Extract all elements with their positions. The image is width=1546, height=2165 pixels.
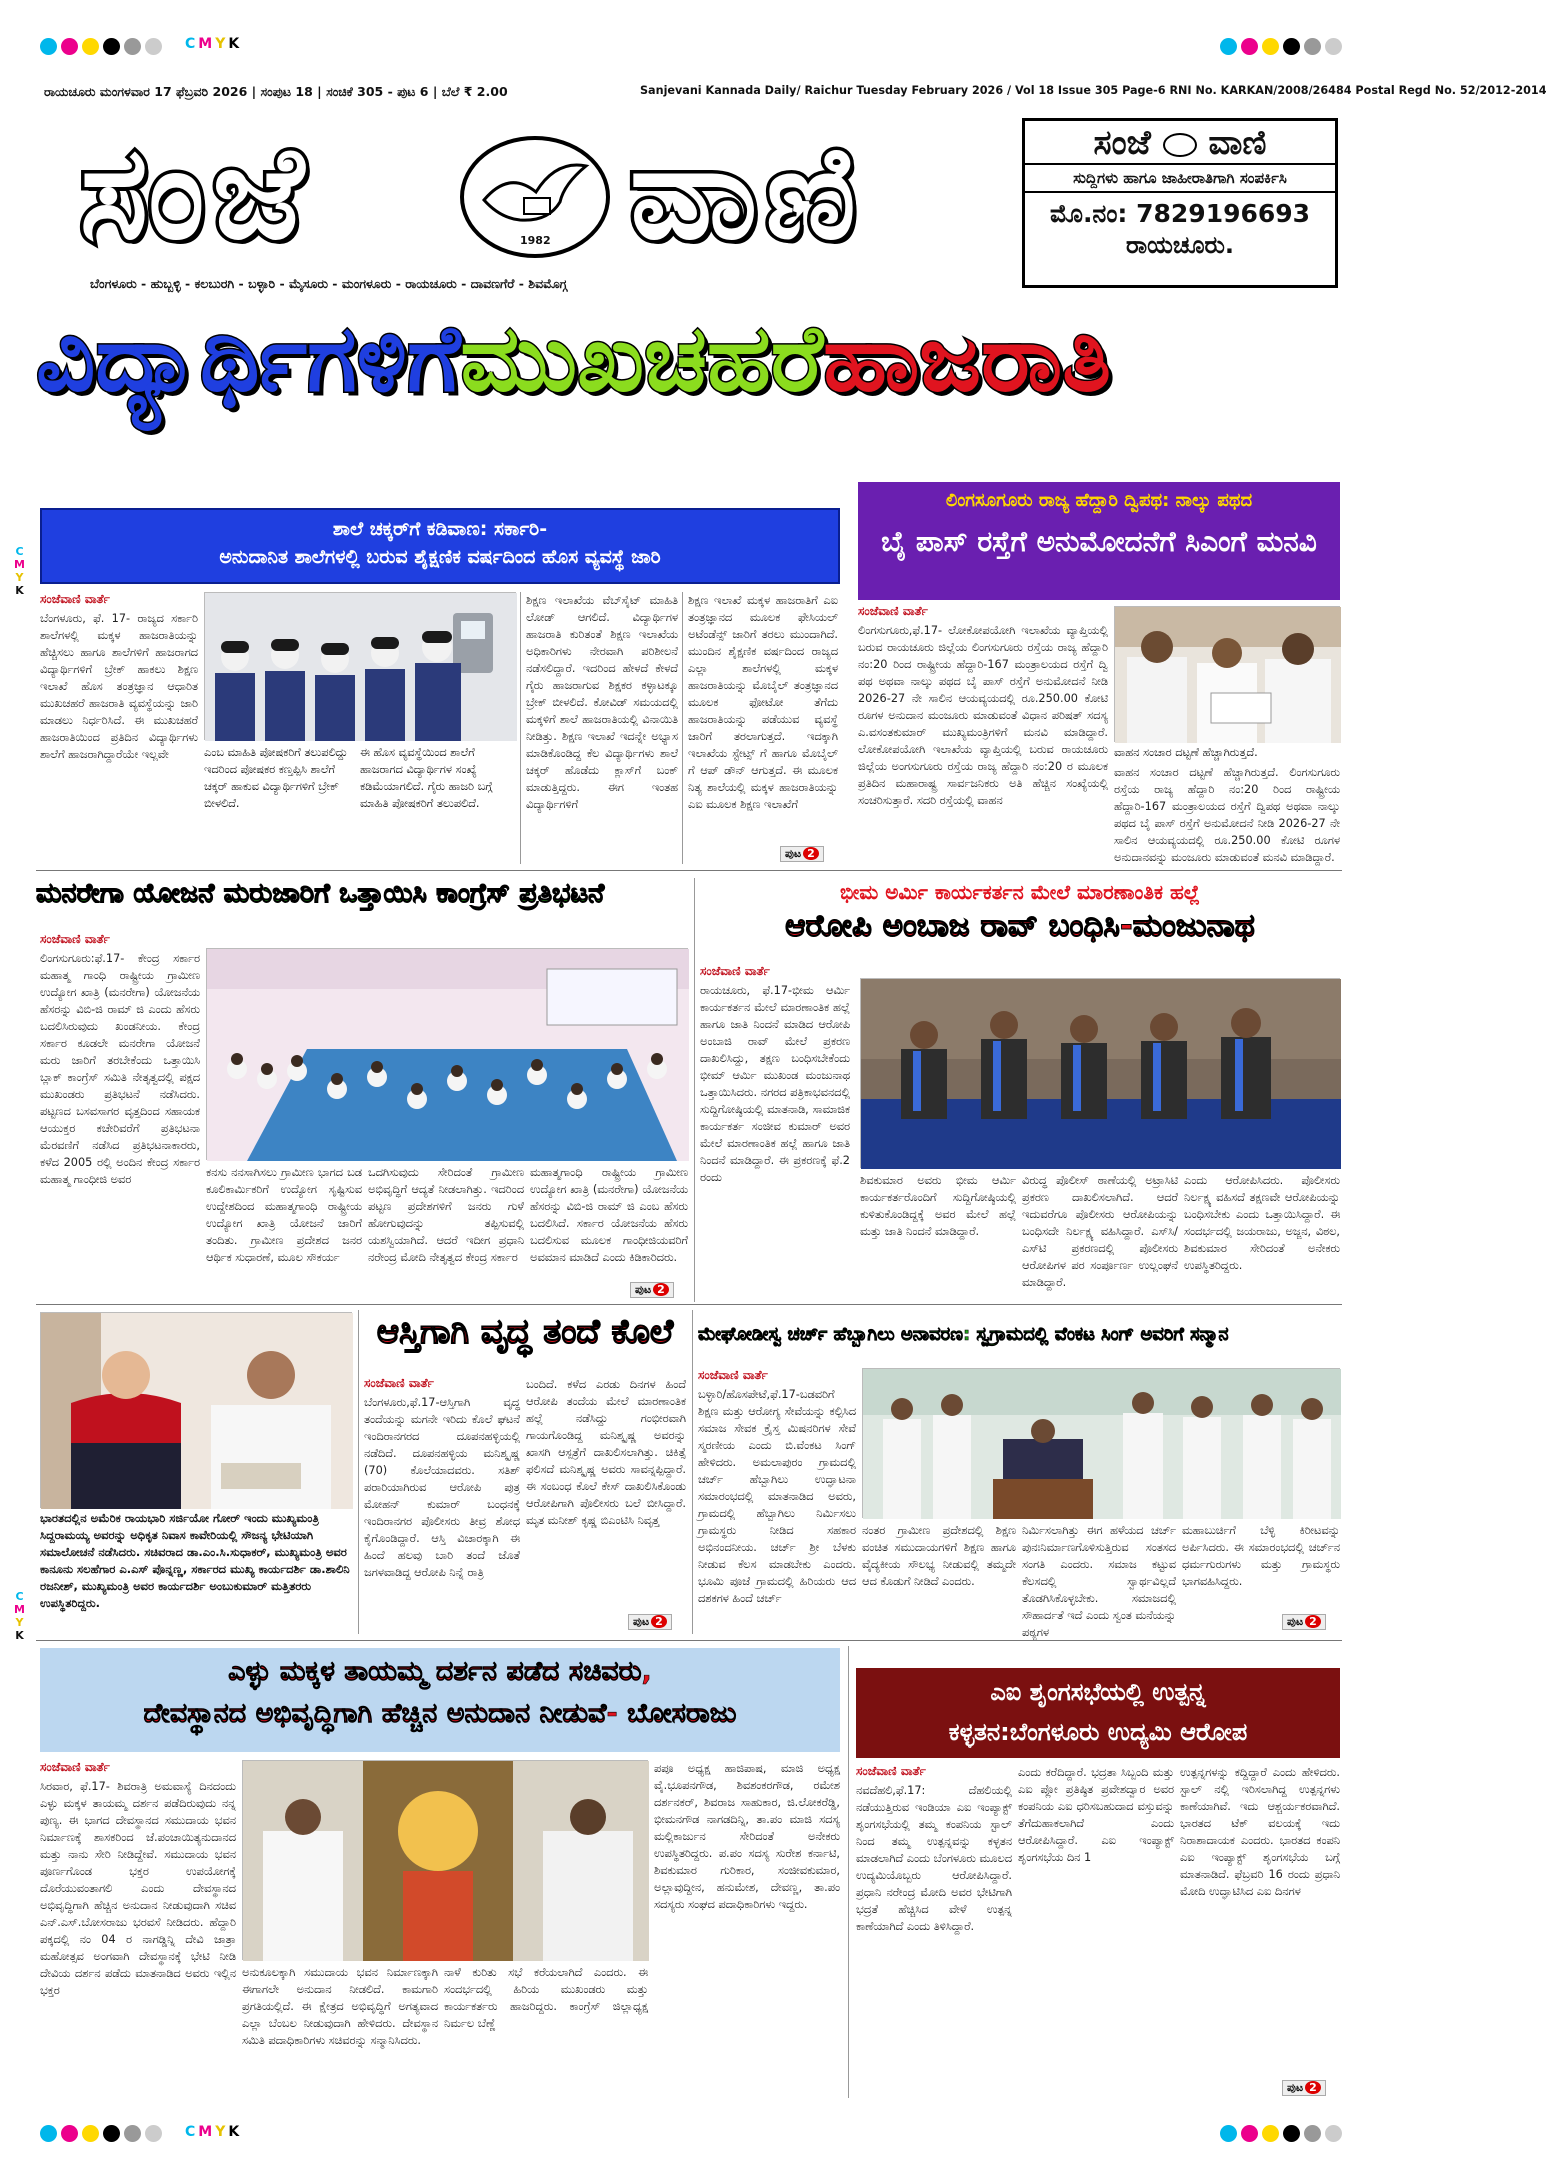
bhim-head-box [700, 880, 1340, 960]
bypass-photo-caption: ವಾಹನ ಸಂಚಾರ ದಟ್ಟಣೆ ಹೆಚ್ಚಾಗಿರುತ್ತದೆ. [1114, 746, 1258, 759]
ad-dove-icon [1163, 133, 1197, 157]
bypass-col-1: ಲಿಂಗಸುಗೂರು,ಫೆ.17- ಲೋಕೋಪಯೋಗಿ ಇಲಾಖೆಯ ವ್ಯಾಪ್ತಿಯಲ್ಲಿ ಬರುವ ರಾಯಚೂರು ಜಿಲ್ಲೆಯ ಲಿಂಗಸುಗೂರು ರಸ್ತೆಯ ರಾಜ್ಯ ಹೆದ್ದಾರಿ ನಂ:20 ರಿಂದ ರಾಷ್ಟ್ರೀಯ ಹೆದ್ದಾರಿ-167 ಮಂತ್ರಾಲಯದ ರಸ್ತೆಗೆ ದ್ವಿ ಪಥ ಅಥವಾ ನಾಲ್ಕು ಪಥದ ಬೈ ಪಾಸ್ ರಸ್ತೆಗೆ ಅನುಮೋದನೆ ನೀಡಿ 2026-27 ನೇ ಸಾಲಿನ ಆಯವ್ಯಯದಲ್ಲಿ ರೂ.250.00 ಕೋಟಿ ರೂಗಳ ಅನುದಾನ ಮಂಜೂರು ಮಾಡುವಂತೆ ವಿಧಾನ ಪರಿಷತ್ ಸದಸ್ಯ ಎ.ವಸಂತಕುಮಾರ್ ಮುಖ್ಯಮಂತ್ರಿಗಳಿಗೆ ಮನವಿ ಮಾಡಿದ್ದಾರೆ. ಲೋಕೋಪಯೋಗಿ ಇಲಾಖೆಯ ವ್ಯಾಪ್ತಿಯಲ್ಲಿ ಬರುವ ರಾಯಚೂರು ಜಿಲ್ಲೆಯ ಅಂಗಸುಗೂರು ರಸ್ತೆಯ ರಾಜ್ಯ ಹೆದ್ದಾರಿ ನಂ:20 ರ ಮೂಲಕ ಪ್ರತಿದಿನ ಮಹಾರಾಷ್ಟ್ರ ಸಾರ್ವಜನಿಕರು ಅತಿ ಹೆಚ್ಚಿನ ಸಂಖ್ಯೆಯಲ್ಲಿ ಸಂಚರಿಸುತ್ತಾರೆ. ಸದರಿ ರಸ್ತೆಯಲ್ಲಿ ವಾಹನ [858, 624, 1108, 807]
lead-col-1: ಬೆಂಗಳೂರು, ಫೆ. 17- ರಾಜ್ಯದ ಸರ್ಕಾರಿ ಶಾಲೆಗಳಲ್ಲಿ ಮಕ್ಕಳ ಹಾಜರಾತಿಯನ್ನು ಹೆಚ್ಚಿಸಲು ಹಾಗೂ ಶಾಲೆಗಳಿಗೆ ಹಾಜರಾಗದ ವಿದ್ಯಾರ್ಥಿಗಳಿಗೆ ಬ್ರೇಕ್ ಹಾಕಲು ಶಿಕ್ಷಣ ಇಲಾಖೆ ಹೊಸ ತಂತ್ರಜ್ಞಾನ ಆಧಾರಿತ ಮುಖಚಹರೆ ಹಾಜರಾತಿ ವ್ಯವಸ್ಥೆಯನ್ನು ಜಾರಿ ಮಾಡಲು ನಿರ್ಧರಿಸಿದೆ. ಈ ಮುಖಚಹರೆ ಹಾಜರಾತಿಯಿಂದ ಪ್ರತಿದಿನ ವಿದ್ಯಾರ್ಥಿಗಳು ಶಾಲೆಗೆ ಹಾಜರಾಗಿದ್ದಾರೆಯೇ ಇಲ್ಲವೇ [40, 612, 198, 761]
bose-byline: ಸಂಜೆವಾಣಿ ವಾರ್ತೆ [40, 1760, 110, 1774]
asti-head-box [364, 1312, 686, 1370]
nrega-photo [206, 948, 688, 1160]
section-rule-3 [36, 1640, 1342, 1641]
ai-col-1: ನವದೆಹಲಿ,ಫೆ.17: ದೆಹಲಿಯಲ್ಲಿ ನಡೆಯುತ್ತಿರುವ ಇಂಡಿಯಾ ಎಐ ಇಂಪ್ಯಾಕ್ಟ್ ಶೃಂಗಸಭೆಯಲ್ಲಿ ತಮ್ಮ ಕಂಪನಿಯ ಸ್ಟಾಲ್ ನಿಂದ ತಮ್ಮ ಉತ್ಪನ್ನವನ್ನು ಕಳ್ಳತನ ಮಾಡಲಾಗಿದೆ ಎಂದು ಬೆಂಗಳೂರು ಮೂಲದ ಉದ್ಯಮಿಯೊಬ್ಬರು ಆರೋಪಿಸಿದ್ದಾರೆ. ಪ್ರಧಾನಿ ನರೇಂದ್ರ ಮೋದಿ ಅವರ ಭೇಟಿಗಾಗಿ ಭದ್ರತೆ ಹೆಚ್ಚಿಸಿದ ವೇಳೆ ಉತ್ಪನ್ನ ಕಾಣೆಯಾಗಿದೆ ಎಂದು ತಿಳಿಸಿದ್ದಾರೆ. [856, 1784, 1012, 1933]
ai-kicker: ಎಐ ಶೃಂಗಸಭೆಯಲ್ಲಿ ಉತ್ಪನ್ನ [990, 1678, 1206, 1706]
cmyk-label-bottom: CMYK [185, 2124, 243, 2140]
nrega-byline: ಸಂಜೆವಾಣಿ ವಾರ್ತೆ [40, 932, 110, 946]
lead-deck-line1: ಶಾಲೆ ಚಕ್ಕರ್‌ಗೆ ಕಡಿವಾಣ: ಸರ್ಕಾರಿ- [332, 518, 548, 540]
ai-continued: ಪುಟ 2 [1282, 2080, 1326, 2096]
cm-meeting-photo [40, 1312, 352, 1508]
bhim-kicker: ಭೀಮ ಅರ್ಮಿ ಕಾರ್ಯಕರ್ತನ ಮೇಲೆ ಮಾರಣಾಂತಿಕ ಹಲ್ಲೆ [840, 880, 1200, 904]
bose-col-4: ಪಪೂ ಅಧ್ಯಕ್ಷ ಹಾಜಿಪಾಷ, ಮಾಜಿ ಅಧ್ಯಕ್ಷ ವೈ.ಭೂಪನಗೌಡ, ಶಿವಶಂಕರಗೌಡ, ರಮೇಶ ದರ್ಶನಕರ್, ಶಿವರಾಜ ಸಾಹುಕಾರ, ಜಿ.ಲೋಕರೆಡ್ಡಿ, ಭೀಮನಗೌಡ ನಾಗಡದಿನ್ನಿ, ತಾ.ಪಂ ಮಾಜಿ ಸದಸ್ಯ ಮಲ್ಲಿಕಾರ್ಜುನ ಸೇರಿದಂತೆ ಅನೇಕರು ಉಪಸ್ಥಿತರಿದ್ದರು. ಪ.ಪಂ ಸದಸ್ಯ ಸುರೇಶ ಕರ್ನಾಟಿ, ಶಿವಕುಮಾರ ಗುರಿಕಾರ, ಸಂಜೀವಕುಮಾರ, ಅಲ್ಲಾವುದ್ದೀನ, ಹನುಮೇಶ, ದೇವಣ್ಣ, ತಾ.ಪಂ ಸದಸ್ಯರು ಸಂಘದ ಪದಾಧಿಕಾರಿಗಳು ಇದ್ದರು. [654, 1762, 840, 1911]
church-continued: ಪುಟ 2 [1282, 1614, 1326, 1630]
bhim-byline: ಸಂಜೆವಾಣಿ ವಾರ್ತೆ [700, 964, 770, 978]
bhim-col-3: ವಿರುದ್ಧ ಪೊಲೀಸ್ ಠಾಣೆಯಲ್ಲಿ ಅಟ್ರಾಸಿಟಿ ಪ್ರಕರಣ ದಾಖಲಿಸಲಾಗಿದೆ. ಆದರೆ ಇದುವರೆಗೂ ಪೊಲೀಸರು ಆರೋಪಿಯನ್ನು ಬಂಧಿಸದೇ ನಿರ್ಲಕ್ಷ್ಯ ವಹಿಸಿದ್ದಾರೆ. ಎಸ್‌ಸಿ/ಎಸ್‌ಟಿ ಪ್ರಕರಣದಲ್ಲಿ ಪೊಲೀಸರು ಆರೋಪಿಗಳ ಪರ ಸಂರ್ಪೂರ್ಣ ಉಲ್ಲಂಘನೆ ಮಾಡಿದ್ದಾರೆ. [1022, 1174, 1178, 1289]
registration-marks-bottom-left [40, 2125, 162, 2142]
church-headline: ಮೇಘೋಡೀಸ್ವ ಚರ್ಚ್ ಹೆಬ್ಬಾಗಿಲು ಅನಾವರಣ: ಸ್ವಗ್ರಾಮದಲ್ಲಿ ವೆಂಕಟ ಸಿಂಗ್ ಅವರಿಗೆ ಸನ್ಮಾನ [698, 1324, 1229, 1345]
ai-col-2: ಎಂದು ಕರೆದಿದ್ದಾರೆ. ಭದ್ರತಾ ಸಿಬ್ಬಂದಿ ಮತ್ತು ಎಐ ಪ್ಲೋ ಪ್ರತಿಷ್ಠಿತ ಪ್ರವೇಶದ್ವಾರ ಅವರ ಕಂಪನಿಯ ಎಐ ಧರಿಸಬಹುದಾದ ವಸ್ತುವನ್ನು ತೆಗೆದುಹಾಕಲಾಗಿದೆ ಎಂದು ಆರೋಪಿಸಿದ್ದಾರೆ. ಎಐ ಇಂಪ್ಯಾಕ್ಟ್ ಶೃಂಗಸಭೆಯ ದಿನ 1 [1018, 1766, 1174, 1864]
ad-logo-right: ವಾಣಿ [1208, 123, 1267, 163]
side-cmyk-1: C M Y K [14, 545, 25, 597]
nrega-col-3: ಒದಗಿಸುವುದು ಸೇರಿದಂತೆ ಗ್ರಾಮೀಣ ಅಭಿವೃದ್ಧಿಗೆ ಆದ್ಯತೆ ನೀಡಲಾಗಿತ್ತು. ಇದರಿಂದ ಪಟ್ಟಣ ಪ್ರದೇಶಗಳಿಗೆ ಜನರು ಗುಳೆ ಹೋಗುವುದನ್ನು ತಪ್ಪಿಸುವಲ್ಲಿ ಯಶಸ್ವಿಯಾಗಿದೆ. ಆದರೆ ಇದೀಗ ಪ್ರಧಾನಿ ನರೇಂದ್ರ ಮೋದಿ ನೇತೃತ್ವದ ಕೇಂದ್ರ ಸರ್ಕಾರ [368, 1166, 524, 1264]
cm-meeting-caption: ಭಾರತದಲ್ಲಿನ ಅಮೆರಿಕ ರಾಯಭಾರಿ ಸರ್ಜಿಯೋ ಗೋರ್ ಇಂದು ಮುಖ್ಯಮಂತ್ರಿ ಸಿದ್ದರಾಮಯ್ಯ ಅವರನ್ನು ಅಧಿಕೃತ ನಿವಾಸ ಕಾವೇರಿಯಲ್ಲಿ ಸೌಜನ್ಯ ಭೇಟಿಯಾಗಿ ಸಮಾಲೋಚನೆ ನಡೆಸಿದರು. ಸಚಿವರಾದ ಡಾ.ಎಂ.ಸಿ.ಸುಧಾಕರ್, ಮುಖ್ಯಮಂತ್ರಿ ಅವರ ಕಾನೂನು ಸಲಹೆಗಾರ ಎ.ಎಸ್ ಪೊನ್ನಣ್ಣ, ಸರ್ಕಾರದ ಮುಖ್ಯ ಕಾರ್ಯದರ್ಶಿ ಡಾ.ಶಾಲಿನಿ ರಜನೀಶ್, ಮುಖ್ಯಮಂತ್ರಿ ಅವರ ಕಾರ್ಯದರ್ಶಿ ಅಂಬುಕುಮಾರ್ ಮತ್ತಿತರರು ಉಪಸ್ಥಿತರಿದ್ದರು. [40, 1511, 350, 1610]
lead-byline: ಸಂಜೆವಾಣಿ ವಾರ್ತೆ [40, 592, 110, 606]
bypass-headline: ಬೈ ಪಾಸ್ ರಸ್ತೆಗೆ ಅನುಮೋದನೆಗೆ ಸಿಎಂಗೆ ಮನವಿ [881, 525, 1317, 558]
ai-head-box [856, 1668, 1340, 1758]
bose-head-box [40, 1648, 840, 1752]
bypass-head-box [858, 482, 1340, 600]
ad-line1: ಸುದ್ದಿಗಳು ಹಾಗೂ ಜಾಹೀರಾತಿಗಾಗಿ ಸಂಪರ್ಕಿಸಿ [1025, 163, 1335, 193]
lead-col-3: ಶಿಕ್ಷಣ ಇಲಾಖೆ ಮಕ್ಕಳ ಹಾಜರಾತಿಗೆ ಎಐ ತಂತ್ರಜ್ಞಾನದ ಮೂಲಕ ಫೇಸಿಯಲ್ ಅಟೆಂಡೆನ್ಸ್ ಜಾರಿಗೆ ತರಲು ಮುಂದಾಗಿದೆ. ಮುಂದಿನ ಶೈಕ್ಷಣಿಕ ವರ್ಷದಿಂದ ರಾಜ್ಯದ ಎಲ್ಲಾ ಶಾಲೆಗಳಲ್ಲಿ ಮಕ್ಕಳ ಹಾಜರಾತಿಯನ್ನು ಮೊಬೈಲ್ ತಂತ್ರಜ್ಞಾನದ ಮೂಲಕ ಫೋಟೋ ತೆಗೆದು ಹಾಜರಾತಿಯನ್ನು ಪಡೆಯುವ ವ್ಯವಸ್ಥೆ ಜಾರಿಗೆ ತರಲಾಗುತ್ತದೆ. ಇದಕ್ಕಾಗಿ ಇಲಾಖೆಯ ಸ್ಟೇಟ್ಸ್ ಗೆ ಹಾಗೂ ಮೊಬೈಲ್ ಗೆ ಆಪ್ ಡೌನ್ ಆಗುತ್ತದೆ. ಈ ಮೂಲಕ ನಿತ್ಯ ಶಾಲೆಯಲ್ಲಿ ಮಕ್ಕಳ ಹಾಜರಾತಿಯನ್ನು ಎಐ ಮೂಲಕ ಶಿಕ್ಷಣ ಇಲಾಖೆಗೆ [688, 594, 838, 811]
nrega-headline: ಮನರೇಗಾ ಯೋಜನೆ ಮರುಜಾರಿಗೆ ಒತ್ತಾಯಿಸಿ ಕಾಂಗ್ರೆಸ್ ಪ್ರತಿಭಟನೆ [36, 878, 605, 909]
asti-headline: ಆಸ್ತಿಗಾಗಿ ವೃದ್ಧ ತಂದೆ ಕೊಲೆ [376, 1312, 674, 1352]
ad-phone: ಮೊ.ನಂ: 7829196693 [1049, 199, 1311, 228]
nrega-head-box [36, 878, 688, 924]
contact-ad [1022, 118, 1338, 288]
bose-col-2: ಅನುಕೂಲಕ್ಕಾಗಿ ಸಮುದಾಯ ಭವನ ನಿರ್ಮಾಣಕ್ಕಾಗಿ ಈಗಾಗಲೇ ಅನುದಾನ ನೀಡಲಿದೆ. ಕಾಮಗಾರಿ ಪ್ರಗತಿಯಲ್ಲಿದೆ. ಈ ಕ್ಷೇತ್ರದ ಅಭಿವೃದ್ಧಿಗೆ ಅಗತ್ಯವಾದ ಎಲ್ಲಾ ಬೆಂಬಲ ನೀಡುವುದಾಗಿ ಹೇಳಿದರು. ದೇವಸ್ಥಾನ ಸಮಿತಿ ಪದಾಧಿಕಾರಿಗಳು ಸಚಿವರನ್ನು ಸನ್ಮಾನಿಸಿದರು. [242, 1966, 438, 2047]
bose-col-1: ಸಿರವಾರ, ಫೆ.17- ಶಿವರಾತ್ರಿ ಅಮವಾಸ್ಯೆ ದಿನದಂದು ಎಳ್ಳು ಮಕ್ಕಳ ತಾಯಮ್ಮ ದರ್ಶನ ಪಡೆದಿರುವುದು ನನ್ನ ಪುಣ್ಯ. ಈ ಭಾಗದ ದೇವಸ್ಥಾನದ ಸಮುದಾಯ ಭವನ ನಿರ್ಮಾಣಕ್ಕೆ ಶಾಸಕರಿಂದ ಜೆ.ಪಂಚಾಯಿತ್ಯನುದಾನದ ಮತ್ತು ನಾನು ಸೇರಿ ನೀಡಿದ್ದೇವೆ. ಸಮುದಾಯ ಭವನ ಪೂರ್ಣಗೊಂಡ ಭಕ್ತರ ಉಪಯೋಗಕ್ಕೆ ದೊರೆಯುವಂತಾಗಲಿ ಎಂದು ದೇವಸ್ಥಾನದ ಅಭಿವೃದ್ಧಿಗಾಗಿ ಹೆಚ್ಚಿನ ಅನುದಾನ ನೀಡುವುದಾಗಿ ಸಚಿವ ಎನ್.ಎಸ್.ಬೋಸರಾಜು ಭರವಸೆ ನೀಡಿದರು. ಹೆದ್ದಾರಿ ಪಕ್ಕದಲ್ಲಿ ನಂ 04 ರ ನಾಗಡ್ಡಿನ್ನಿ ದೇವಿ ಜಾತ್ರಾ ಮಹೋತ್ಸವ ಅಂಗವಾಗಿ ದೇವಸ್ಥಾನಕ್ಕೆ ಭೇಟಿ ನೀಡಿ ದೇವಿಯ ದರ್ಶನ ಪಡೆದು ಮಾತನಾಡಿದ ಅವರು ಇಲ್ಲಿನ ಭಕ್ತರ [40, 1780, 236, 1997]
lead-continued: ಪುಟ 2 [780, 846, 824, 862]
logo-year: 1982 [520, 234, 551, 247]
dateline-kannada: ರಾಯಚೂರು ಮಂಗಳವಾರ 17 ಫೆಬ್ರವರಿ 2026 | ಸಂಪುಟ 18 | ಸಂಚಿಕೆ 305 - ಪುಟ 6 | ಬೆಲೆ ₹ 2.00 [44, 84, 508, 99]
banner-word-3: ಹಾಜರಾತಿ [823, 305, 1112, 412]
mid-rule-1 [694, 878, 695, 1302]
dove-logo [460, 136, 610, 258]
church-col-4: ಮಹಾಬುರ್ಚಿಗೆ ಬೆಳ್ಳಿ ಕಿರೀಟವನ್ನು ಅರ್ಪಿಸಿದರು. ಈ ಸಮಾರಂಭದಲ್ಲಿ ಚರ್ಚ್‌ನ ಧರ್ಮಗುರುಗಳು ಮತ್ತು ಗ್ರಾಮಸ್ಥರು ಭಾಗವಹಿಸಿದ್ದರು. [1182, 1524, 1340, 1588]
ad-logo-left: ಸಂಜೆ [1093, 123, 1151, 163]
ai-headline: ಕಳ್ಳತನ:ಬೆಂಗಳೂರು ಉದ್ಯಮಿ ಆರೋಪ [948, 1718, 1248, 1746]
masthead-part2: ವಾಣಿ [630, 118, 864, 268]
lead-photo-caption2: ಈ ಹೊಸ ವ್ಯವಸ್ಥೆಯಿಂದ ಶಾಲೆಗೆ ಹಾಜರಾಗದ ವಿದ್ಯಾರ್ಥಿಗಳ ಸಂಖ್ಯೆ ಕಡಿಮೆಯಾಗಲಿದೆ. ಗೈರು ಹಾಜರಿ ಬಗ್ಗೆ ಮಾಹಿತಿ ಪೋಷಕರಿಗೆ ತಲುಪಲಿದೆ. [360, 746, 493, 810]
bhim-photo [860, 978, 1340, 1168]
registration-marks-top-left [40, 38, 162, 55]
bose-photo [242, 1760, 648, 1960]
asti-col-1: ಬೆಂಗಳೂರು,ಫೆ.17-ಆಸ್ತಿಗಾಗಿ ವೃದ್ಧ ತಂದೆಯನ್ನು ಮಗನೇ ಇರಿದು ಕೊಲೆ ಘಟನೆ ಇಂದಿರಾನಗರದ ದೂಪನಹಳ್ಳಿಯಲ್ಲಿ ನಡೆದಿದೆ. ದೂಪನಹಳ್ಳಿಯ ಮನಿಶ್ಕೃಷ್ಣ (70) ಕೊಲೆಯಾದವರು. ಸತಿಶ್ ಪರಾರಿಯಾಗಿರುವ ಆರೋಪಿ ಪುತ್ರ ಮೋಹನ್ ಕುಮಾರ್ ಬಂಧನಕ್ಕೆ ಇಂದಿರಾನಗರ ಪೊಲೀಸರು ತೀವ್ರ ಶೋಧ ಕೈಗೊಂಡಿದ್ದಾರೆ. ಆಸ್ತಿ ವಿಚಾರಕ್ಕಾಗಿ ಈ ಹಿಂದೆ ಹಲವು ಬಾರಿ ತಂದೆ ಜೊತೆ ಜಗಳವಾಡಿದ್ದ ಆರೋಪಿ ನಿನ್ನೆ ರಾತ್ರಿ [364, 1396, 520, 1579]
church-col-3: ನಿರ್ಮಿಸಲಾಗಿತ್ತು ಈಗ ಹಳೆಯದ ಚರ್ಚ್ ಪುನಃನಿರ್ಮಾಣಗೊಳಿಸುತ್ತಿರುವ ಸಂತಸದ ಸಂಗತಿ ಎಂದರು. ಸಮಾಜ ಕಟ್ಟುವ ಕೆಲಸದಲ್ಲಿ ಸ್ವಾರ್ಥವಿಲ್ಲದೆ ತೊಡಗಿಸಿಕೊಳ್ಳಬೇಕು. ಸಮಾಜದಲ್ಲಿ ಸೌಹಾರ್ದತೆ ಇದೆ ಎಂದು ಸ್ವಂತ ಮನೆಯನ್ನು ಪಠ್ಯಗಳ [1022, 1524, 1176, 1639]
bose-headline-1: ಎಳ್ಳು ಮಕ್ಕಳ ತಾಯಮ್ಮ ದರ್ಶನ ಪಡೆದ ಸಚಿವರು, [228, 1656, 652, 1687]
lead-rule-1 [520, 592, 521, 864]
section-rule-2 [36, 1304, 1342, 1305]
nrega-continued: ಪುಟ 2 [630, 1282, 674, 1298]
nrega-col-2: ಕನಸು ನನಸಾಗಿಸಲು ಗ್ರಾಮೀಣ ಭಾಗದ ಬಡ ಕೂಲಿಕಾರ್ಮಿಕರಿಗೆ ಉದ್ಯೋಗ ಸೃಷ್ಟಿಸುವ ಉದ್ದೇಶದಿಂದ ಮಹಾತ್ಮಗಾಂಧಿ ರಾಷ್ಟ್ರೀಯ ಉದ್ಯೋಗ ಖಾತ್ರಿ ಯೋಜನೆ ಜಾರಿಗೆ ತಂದಿತು. ಗ್ರಾಮೀಣ ಪ್ರದೇಶದ ಜನರ ಆರ್ಥಿಕ ಸುಧಾರಣೆ, ಮೂಲ ಸೌಕರ್ಯ [206, 1166, 362, 1264]
lead-photo [204, 592, 516, 740]
bhim-col-2: ಶಿವಕುಮಾರ ಅವರು ಭೀಮ ಆರ್ಮಿ ಕಾರ್ಯಕರ್ತರೊಂದಿಗೆ ಸುದ್ದಿಗೋಷ್ಠಿಯಲ್ಲಿ ಕುಳಿತುಕೊಂಡಿದ್ದಕ್ಕೆ ಅವರ ಮೇಲೆ ಹಲ್ಲೆ ಮತ್ತು ಜಾತಿ ನಿಂದನೆ ಮಾಡಿದ್ದಾರೆ. [860, 1174, 1016, 1238]
edition-cities: ಬೆಂಗಳೂರು - ಹುಬ್ಬಳ್ಳಿ - ಕಲಬುರಗಿ - ಬಳ್ಳಾರಿ - ಮೈಸೂರು - ಮಂಗಳೂರು - ರಾಯಚೂರು - ದಾವಣಗೆರೆ - ಶಿವಮೊಗ್ಗ [90, 276, 568, 291]
registration-marks-top-right [1220, 38, 1342, 55]
church-col-2: ನಂತರ ಗ್ರಾಮೀಣ ಪ್ರದೇಶದಲ್ಲಿ ಶಿಕ್ಷಣ ವಂಚಿತ ಸಮುದಾಯಗಳಿಗೆ ಶಿಕ್ಷಣ ಹಾಗೂ ವೈದ್ಯಕೀಯ ಸೌಲಭ್ಯ ನೀಡುವಲ್ಲಿ ತಮ್ಮದೇ ಆದ ಕೊಡುಗೆ ನೀಡಿದೆ ಎಂದರು. [862, 1524, 1016, 1588]
asti-col-2: ಬಂದಿದೆ. ಕಳೆದ ಎರಡು ದಿನಗಳ ಹಿಂದೆ ಆರೋಪಿ ತಂದೆಯ ಮೇಲೆ ಮಾರಣಾಂತಿಕ ಹಲ್ಲೆ ನಡೆಸಿದ್ದು ಗಂಭೀರವಾಗಿ ಗಾಯಗೊಂಡಿದ್ದ ಮನಿಶ್ಕೃಷ್ಣ ಅವರನ್ನು ಖಾಸಗಿ ಆಸ್ಪತ್ರೆಗೆ ದಾಖಲಿಸಲಾಗಿತ್ತು. ಚಿಕಿತ್ಸೆ ಫಲಿಸದೆ ಮನಿಶ್ಕೃಷ್ಣ ಅವರು ಸಾವನ್ನಪ್ಪಿದ್ದಾರೆ. ಈ ಸಂಬಂಧ ಕೊಲೆ ಕೇಸ್ ದಾಖಲಿಸಿಕೊಂಡು ಆರೋಪಿಗಾಗಿ ಪೊಲೀಸರು ಬಲೆ ಬೀಸಿದ್ದಾರೆ. ಮೃತ ಮನೀಶ್ ಕೃಷ್ಣ ಬಿಎಂಟಿಸಿ ನಿವೃತ್ತ [526, 1378, 686, 1527]
registration-marks-bottom-right [1220, 2125, 1342, 2142]
church-photo [862, 1368, 1340, 1518]
mid-rule-4 [848, 1646, 849, 2098]
bypass-kicker: ಲಿಂಗಸೂಗೂರು ರಾಜ್ಯ ಹೆದ್ದಾರಿ ದ್ವಿಪಥ: ನಾಲ್ಕು ಪಥದ [945, 490, 1253, 511]
bhim-col-1: ರಾಯಚೂರು, ಫೆ.17-ಭೀಮ ಆರ್ಮಿ ಕಾರ್ಯಕರ್ತನ ಮೇಲೆ ಮಾರಣಾಂತಿಕ ಹಲ್ಲೆ ಹಾಗೂ ಜಾತಿ ನಿಂದನೆ ಮಾಡಿದ ಆರೋಪಿ ಅಂಬಾಜಿ ರಾವ್ ಮೇಲೆ ಪ್ರಕರಣ ದಾಖಲಿಸಿದ್ದು, ತಕ್ಷಣ ಬಂಧಿಸಬೇಕೆಂದು ಭೀಮ್ ಆರ್ಮಿ ಮುಖಂಡ ಮಂಜುನಾಥ ಒತ್ತಾಯಿಸಿದರು. ನಗರದ ಪತ್ರಿಕಾಭವನದಲ್ಲಿ ಸುದ್ದಿಗೋಷ್ಠಿಯಲ್ಲಿ ಮಾತನಾಡಿ, ಸಾಮಾಜಿಕ ಕಾರ್ಯಕರ್ತ ಸಂಜೀವ ಕುಮಾರ್ ಅವರ ಮೇಲೆ ಮಾರಣಾಂತಿಕ ಹಲ್ಲೆ ಹಾಗೂ ಜಾತಿ ನಿಂದನೆ ಮಾಡಿದ್ದಾರೆ. ಈ ಪ್ರಕರಣಕ್ಕೆ ಫೆ.2 ರಂದು [700, 984, 850, 1184]
lead-deck-line2: ಅನುದಾನಿತ ಶಾಲೆಗಳಲ್ಲಿ ಬರುವ ಶೈಕ್ಷಣಿಕ ವರ್ಷದಿಂದ ಹೊಸ ವ್ಯವಸ್ಥೆ ಜಾರಿ [219, 546, 661, 568]
asti-continued: ಪುಟ 2 [628, 1614, 672, 1630]
section-rule-1 [36, 870, 1342, 871]
church-byline: ಸಂಜೆವಾಣಿ ವಾರ್ತೆ [698, 1368, 768, 1382]
bypass-byline: ಸಂಜೆವಾಣಿ ವಾರ್ತೆ [858, 604, 928, 618]
bose-col-3: ನಾಳೆ ಕುರಿತು ಸಭೆ ಕರೆಯಲಾಗಿದೆ ಎಂದರು. ಈ ಸಂದರ್ಭದಲ್ಲಿ ಹಿರಿಯ ಮುಖಂಡರು ಮತ್ತು ಕಾರ್ಯಕರ್ತರು ಹಾಜರಿದ್ದರು. ಕಾಂಗ್ರೆಸ್ ಜಿಲ್ಲಾಧ್ಯಕ್ಷ ನಿರ್ಮಲ ಬೆಣ್ಣೆ [444, 1966, 648, 2030]
side-cmyk-2: C M Y K [14, 1590, 25, 1642]
mid-rule-2 [358, 1310, 359, 1634]
banner-word-2: ಮುಖಚಹರೆ [460, 305, 824, 412]
nrega-col-4: ಮಹಾತ್ಮಗಾಂಧಿ ರಾಷ್ಟ್ರೀಯ ಗ್ರಾಮೀಣ ಉದ್ಯೋಗ ಖಾತ್ರಿ (ಮನರೇಗಾ) ಯೋಜನೆಯ ಹೆಸರನ್ನು ವಿಬಿ-ಜಿ ರಾಮ್ ಜಿ ಎಂಬ ಹೆಸರು ಬದಲಿಸಿದೆ. ಸರ್ಕಾರ ಯೋಜನೆಯ ಹೆಸರು ಬದಲಿಸುವ ಮೂಲಕ ಗಾಂಧೀಜಿಯವರಿಗೆ ಅವಮಾನ ಮಾಡಿದೆ ಎಂದು ಕಿಡಿಕಾರಿದರು. [530, 1166, 688, 1264]
ad-city: ರಾಯಚೂರು. [1125, 231, 1235, 259]
lead-deck [40, 508, 840, 584]
masthead-part1: ಸಂಜೆ [80, 118, 312, 268]
nrega-col-1: ಲಿಂಗಸುಗೂರು:ಫೆ.17- ಕೇಂದ್ರ ಸರ್ಕಾರ ಮಹಾತ್ಮ ಗಾಂಧಿ ರಾಷ್ಟ್ರೀಯ ಗ್ರಾಮೀಣ ಉದ್ಯೋಗ ಖಾತ್ರಿ (ಮನರೇಗಾ) ಯೋಜನೆಯ ಹೆಸರನ್ನು ವಿಬಿ-ಜಿ ರಾಮ್ ಜಿ ಎಂದು ಹೆಸರು ಬದಲಿಸಿರುವುದು ಖಂಡನೀಯ. ಕೇಂದ್ರ ಸರ್ಕಾರ ಕೂಡಲೇ ಮನರೇಗಾ ಯೋಜನೆ ಮರು ಜಾರಿಗೆ ತರಬೇಕೆಂದು ಒತ್ತಾಯಿಸಿ ಬ್ಲಾಕ್ ಕಾಂಗ್ರೆಸ್ ಸಮಿತಿ ನೇತೃತ್ವದಲ್ಲಿ ಪಕ್ಷದ ಮುಖಂಡರು ಪ್ರತಿಭಟನೆ ನಡೆಸಿದರು. ಪಟ್ಟಣದ ಬಸವಸಾಗರ ವೃತ್ತದಿಂದ ಸಹಾಯಕ ಆಯುಕ್ತರ ಕಚೇರಿವರೆಗೆ ಪ್ರತಿಭಟನಾ ಮೆರವಣಿಗೆ ನಡೆಸಿದ ಪ್ರತಿಭಟನಾಕಾರರು, ಕಳೆದ 2005 ರಲ್ಲಿ ಅಂದಿನ ಕೇಂದ್ರ ಸರ್ಕಾರ ಮಹಾತ್ಮ ಗಾಂಧೀಜಿ ಅವರ [40, 952, 200, 1186]
lead-rule-2 [682, 592, 683, 864]
banner-headline [36, 305, 1342, 453]
bose-headline-2: ದೇವಸ್ಥಾನದ ಅಭಿವೃದ್ಧಿಗಾಗಿ ಹೆಚ್ಚಿನ ಅನುದಾನ ನೀಡುವೆ- ಬೋಸರಾಜು [143, 1698, 737, 1729]
bhim-headline: ಆರೋಪಿ ಅಂಬಾಜ ರಾವ್ ಬಂಧಿಸಿ-ಮಂಜುನಾಥ [785, 908, 1255, 944]
church-head-box [698, 1312, 1340, 1362]
ai-byline: ಸಂಜೆವಾಣಿ ವಾರ್ತೆ [856, 1764, 926, 1778]
church-col-1: ಬಳ್ಳಾರಿ/ಹೊಸಪೇಟೆ,ಫೆ.17-ಬಡವರಿಗೆ ಶಿಕ್ಷಣ ಮತ್ತು ಆರೋಗ್ಯ ಸೇವೆಯನ್ನು ಕಲ್ಪಿಸಿದ ಸಮಾಜ ಸೇವಕ ಕ್ರೈಸ್ತ ಮಿಷನರಿಗಳ ಸೇವೆ ಸ್ಮರಣೀಯ ಎಂದು ಬಿ.ವೆಂಕಟ ಸಿಂಗ್ ಹೇಳಿದರು. ಅಮಲಾಪುರಂ ಗ್ರಾಮದಲ್ಲಿ ಚರ್ಚ್ ಹೆಬ್ಬಾಗಿಲು ಉದ್ಘಾಟನಾ ಸಮಾರಂಭದಲ್ಲಿ ಮಾತನಾಡಿದ ಅವರು, ಗ್ರಾಮದಲ್ಲಿ ಹೆಬ್ಬಾಗಿಲು ನಿರ್ಮಿಸಲು ಗ್ರಾಮಸ್ಥರು ನೀಡಿದ ಸಹಕಾರ ಅಭಿನಂದನೀಯ. ಚರ್ಚ್ ಶ್ರೀ ಬೆಳಕು ನೀಡುವ ಕೆಲಸ ಮಾಡಬೇಕು ಎಂದರು. ಭೂಮಿ ಪೂಜೆ ಗ್ರಾಮದಲ್ಲಿ ಹಿರಿಯರು ಆದ ದಶಕಗಳ ಹಿಂದೆ ಚರ್ಚ್ [698, 1388, 856, 1605]
lead-col-2: ಶಿಕ್ಷಣ ಇಲಾಖೆಯ ವೆಬ್‌ಸೈಟ್ ಮಾಹಿತಿ ಲೋಡ್ ಆಗಲಿದೆ. ವಿದ್ಯಾರ್ಥಿಗಳ ಹಾಜರಾತಿ ಕುರಿತಂತೆ ಶಿಕ್ಷಣ ಇಲಾಖೆಯ ಅಧಿಕಾರಿಗಳು ನೇರವಾಗಿ ಪರಿಶೀಲನೆ ನಡೆಸಲಿದ್ದಾರೆ. ಇದರಿಂದ ಹೇಳದೆ ಕೇಳದೆ ಗೈರು ಹಾಜರಾಗುವ ಶಿಕ್ಷಕರ ಕಳ್ಳಾಟಕ್ಕೂ ಬ್ರೇಕ್ ಬೀಳಲಿದೆ. ಕೋವಿಡ್ ಸಮಯದಲ್ಲಿ ಮಕ್ಕಳಿಗೆ ಶಾಲೆ ಹಾಜರಾತಿಯಲ್ಲಿ ವಿನಾಯಿತಿ ನೀಡಿತ್ತು. ಶಿಕ್ಷಣ ಇಲಾಖೆ ಇದನ್ನೇ ಅಭ್ಯಾಸ ಮಾಡಿಕೊಂಡಿದ್ದ ಕೆಲ ವಿದ್ಯಾರ್ಥಿಗಳು ಶಾಲೆ ಚಕ್ಕರ್ ಹೊಡೆದು ಕ್ಲಾಸ್‌ಗೆ ಬಂಕ್ ಮಾಡುತ್ತಿದ್ದರು. ಈಗ ಇಂತಹ ವಿದ್ಯಾರ್ಥಿಗಳಿಗೆ [526, 594, 678, 811]
bypass-photo [1114, 606, 1340, 742]
bypass-col-2: ವಾಹನ ಸಂಚಾರ ದಟ್ಟಣೆ ಹೆಚ್ಚಾಗಿರುತ್ತದೆ. ಲಿಂಗಸುಗೂರು ರಸ್ತೆಯ ರಾಜ್ಯ ಹೆದ್ದಾರಿ ನಂ:20 ರಿಂದ ರಾಷ್ಟ್ರೀಯ ಹೆದ್ದಾರಿ-167 ಮಂತ್ರಾಲಯದ ರಸ್ತೆಗೆ ದ್ವಿಪಥ ಅಥವಾ ನಾಲ್ಕು ಪಥದ ಬೈ ಪಾಸ್ ರಸ್ತೆಗೆ ಅನುಮೋದನೆ ನೀಡಿ 2026-27 ನೇ ಸಾಲಿನ ಆಯವ್ಯಯದಲ್ಲಿ ರೂ.250.00 ಕೋಟಿ ರೂಗಳ ಅನುದಾನವನ್ನು ಮಂಜೂರು ಮಾಡುವಂತೆ ಮನವಿ ಮಾಡಿದ್ದಾರೆ. [1114, 766, 1340, 864]
cmyk-label-top: CMYK [185, 36, 243, 52]
lead-photo-caption: ಎಂಬ ಮಾಹಿತಿ ಪೋಷಕರಿಗೆ ತಲುಪಲಿದ್ದು ಇದರಿಂದ ಪೋಷಕರ ಕಣ್ತಪ್ಪಿಸಿ ಶಾಲೆಗೆ ಚಕ್ಕರ್ ಹಾಕುವ ವಿದ್ಯಾರ್ಥಿಗಳಿಗೆ ಬ್ರೇಕ್ ಬೀಳಲಿದೆ. [204, 746, 348, 810]
asti-byline: ಸಂಜೆವಾಣಿ ವಾರ್ತೆ [364, 1376, 434, 1390]
bhim-col-4: ಎಂದು ಆರೋಪಿಸಿದರು. ಪೊಲೀಸರು ನಿರ್ಲಕ್ಷ್ಯ ವಹಿಸದೆ ತಕ್ಷಣವೇ ಆರೋಪಿಯನ್ನು ಬಂಧಿಸಬೇಕು ಎಂದು ಒತ್ತಾಯಿಸಿದ್ದಾರೆ. ಈ ಸಂದರ್ಭದಲ್ಲಿ ಜಯರಾಜು, ಅಜ್ಜನ, ವಿಠಲ, ಶಿವಕುಮಾರ ಸೇರಿದಂತೆ ಅನೇಕರು ಉಪಸ್ಥಿತರಿದ್ದರು. [1184, 1174, 1340, 1272]
masthead [70, 118, 1000, 278]
mid-rule-3 [692, 1310, 693, 1634]
ai-col-3: ಉತ್ಪನ್ನಗಳನ್ನು ಕದ್ದಿದ್ದಾರೆ ಎಂದು ಹೇಳಿದರು. ಸ್ಟಾಲ್ ನಲ್ಲಿ ಇರಿಸಲಾಗಿದ್ದ ಉತ್ಪನ್ನಗಳು ಕಾಣೆಯಾಗಿವೆ. ಇದು ಆಶ್ಚರ್ಯಕರವಾಗಿದೆ. ಭಾರತದ ಟೆಕ್ ವಲಯಕ್ಕೆ ಇದು ನಿರಾಶಾದಾಯಕ ಎಂದರು. ಭಾರತದ ಕಂಪನಿ ಎಐ ಇಂಪ್ಯಾಕ್ಟ್ ಶೃಂಗಸಭೆಯ ಬಗ್ಗೆ ಮಾತನಾಡಿದೆ. ಫೆಬ್ರವರಿ 16 ರಂದು ಪ್ರಧಾನಿ ಮೋದಿ ಉದ್ಘಾಟಿಸಿದ ಎಐ ದಿನಗಳ [1180, 1766, 1340, 1898]
banner-word-1: ವಿದ್ಯಾರ್ಥಿಗಳಿಗೆ [36, 305, 461, 412]
dateline-english: Sanjevani Kannada Daily/ Raichur Tuesday February 2026 / Vol 18 Issue 305 Page-6 RNI No. KARKAN/2008/26484 Postal Regd No. 52/2012-2014 [640, 84, 1546, 97]
